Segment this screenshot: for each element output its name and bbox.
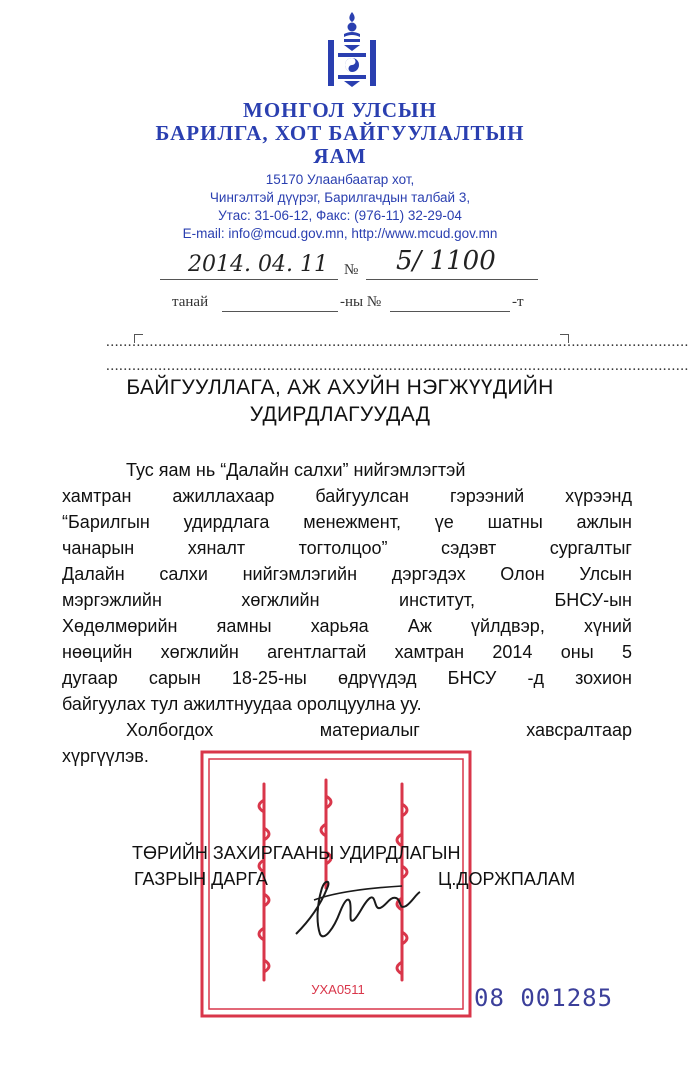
stamp-code: УХА0511	[311, 982, 365, 997]
body-line: чанарын хяналт тогтолцоо” сэдэвт сургалтыг	[62, 538, 632, 558]
body-line: Холбогдох материалыг хавсралтаар	[126, 720, 632, 740]
signatory-name: Ц.ДОРЖПАЛАМ	[438, 869, 576, 889]
body-line: Хөдөлмөрийн яамны харьяа Аж үйлдвэр, хүний	[62, 616, 632, 636]
address-line1: 15170 Улаанбаатар хот,	[265, 172, 415, 187]
recipient-dotted-line-2: ......................................................................................................................................	[106, 358, 689, 374]
address-line3: Утас: 31-06-12, Факс: (976-11) 32-29-04	[218, 208, 462, 223]
address-line2: Чингэлтэй дүүрэг, Барилгачдын талбай 3,	[209, 190, 471, 205]
your-ref-label: танай	[172, 294, 209, 310]
body-line: хүргүүлэв.	[62, 746, 149, 766]
body-line: байгуулах тул ажилтнуудаа оролцуулна уу.	[62, 694, 422, 714]
body-line: нөөцийн хөгжлийн агентлагтай хамтран 2014 оны 5	[62, 642, 632, 662]
body-line: Тус яам нь “Далайн салхи” нийгэмлэгтэй	[126, 460, 466, 480]
number-sign: №	[344, 262, 359, 278]
ministry-name-line2: БАРИЛГА, ХОТ БАЙГУУЛАЛТЫН	[155, 121, 525, 145]
soyombo-emblem-logo	[324, 10, 380, 92]
your-ref-suffix: -ны №	[340, 294, 382, 310]
address-corner-mark-left	[134, 334, 143, 343]
ministry-name-line3: ЯАМ	[313, 144, 367, 168]
signatory-title-line1: ТӨРИЙН ЗАХИРГААНЫ УДИРДЛАГЫН	[132, 843, 461, 863]
recipient-dotted-line-1: ......................................................................................................................................	[106, 334, 689, 350]
body-line: хамтран ажиллахаар байгуулсан гэрээний хүрээнд	[62, 486, 632, 506]
address-corner-mark-right	[560, 334, 569, 343]
body-line: “Барилгын удирдлага менежмент, үе шатны ажлын	[62, 512, 632, 532]
handwritten-signature	[290, 872, 425, 944]
document-serial-number: 08 001285	[474, 984, 614, 1012]
recipient-line2: УДИРДЛАГУУДАД	[249, 403, 431, 426]
address-line4: E-mail: info@mcud.gov.mn, http://www.mcud.gov.mn	[182, 226, 498, 241]
date-underline	[160, 279, 338, 280]
number-underline	[366, 279, 538, 280]
signatory-title-line2: ГАЗРЫН ДАРГА	[134, 869, 268, 889]
body-line: дугаар сарын 18-25-ны өдрүүдэд БНСУ -д зохион	[62, 668, 632, 688]
your-ref-date-blank	[222, 311, 338, 312]
body-line: мэргэжлийн хөгжлийн институт, БНСУ-ын	[62, 590, 632, 610]
ministry-name-line1: МОНГОЛ УЛСЫН	[243, 98, 437, 122]
your-ref-end: -т	[512, 294, 524, 310]
your-ref-number-blank	[390, 311, 510, 312]
body-line: Далайн салхи нийгэмлэгийн дэргэдэх Олон Улсын	[62, 564, 632, 584]
document-number: 5/ 1100	[396, 246, 496, 276]
document-date: 2014. 04. 11	[188, 252, 328, 277]
recipient-line1: БАЙГУУЛЛАГА, АЖ АХУЙН НЭГЖҮҮДИЙН	[126, 376, 554, 399]
